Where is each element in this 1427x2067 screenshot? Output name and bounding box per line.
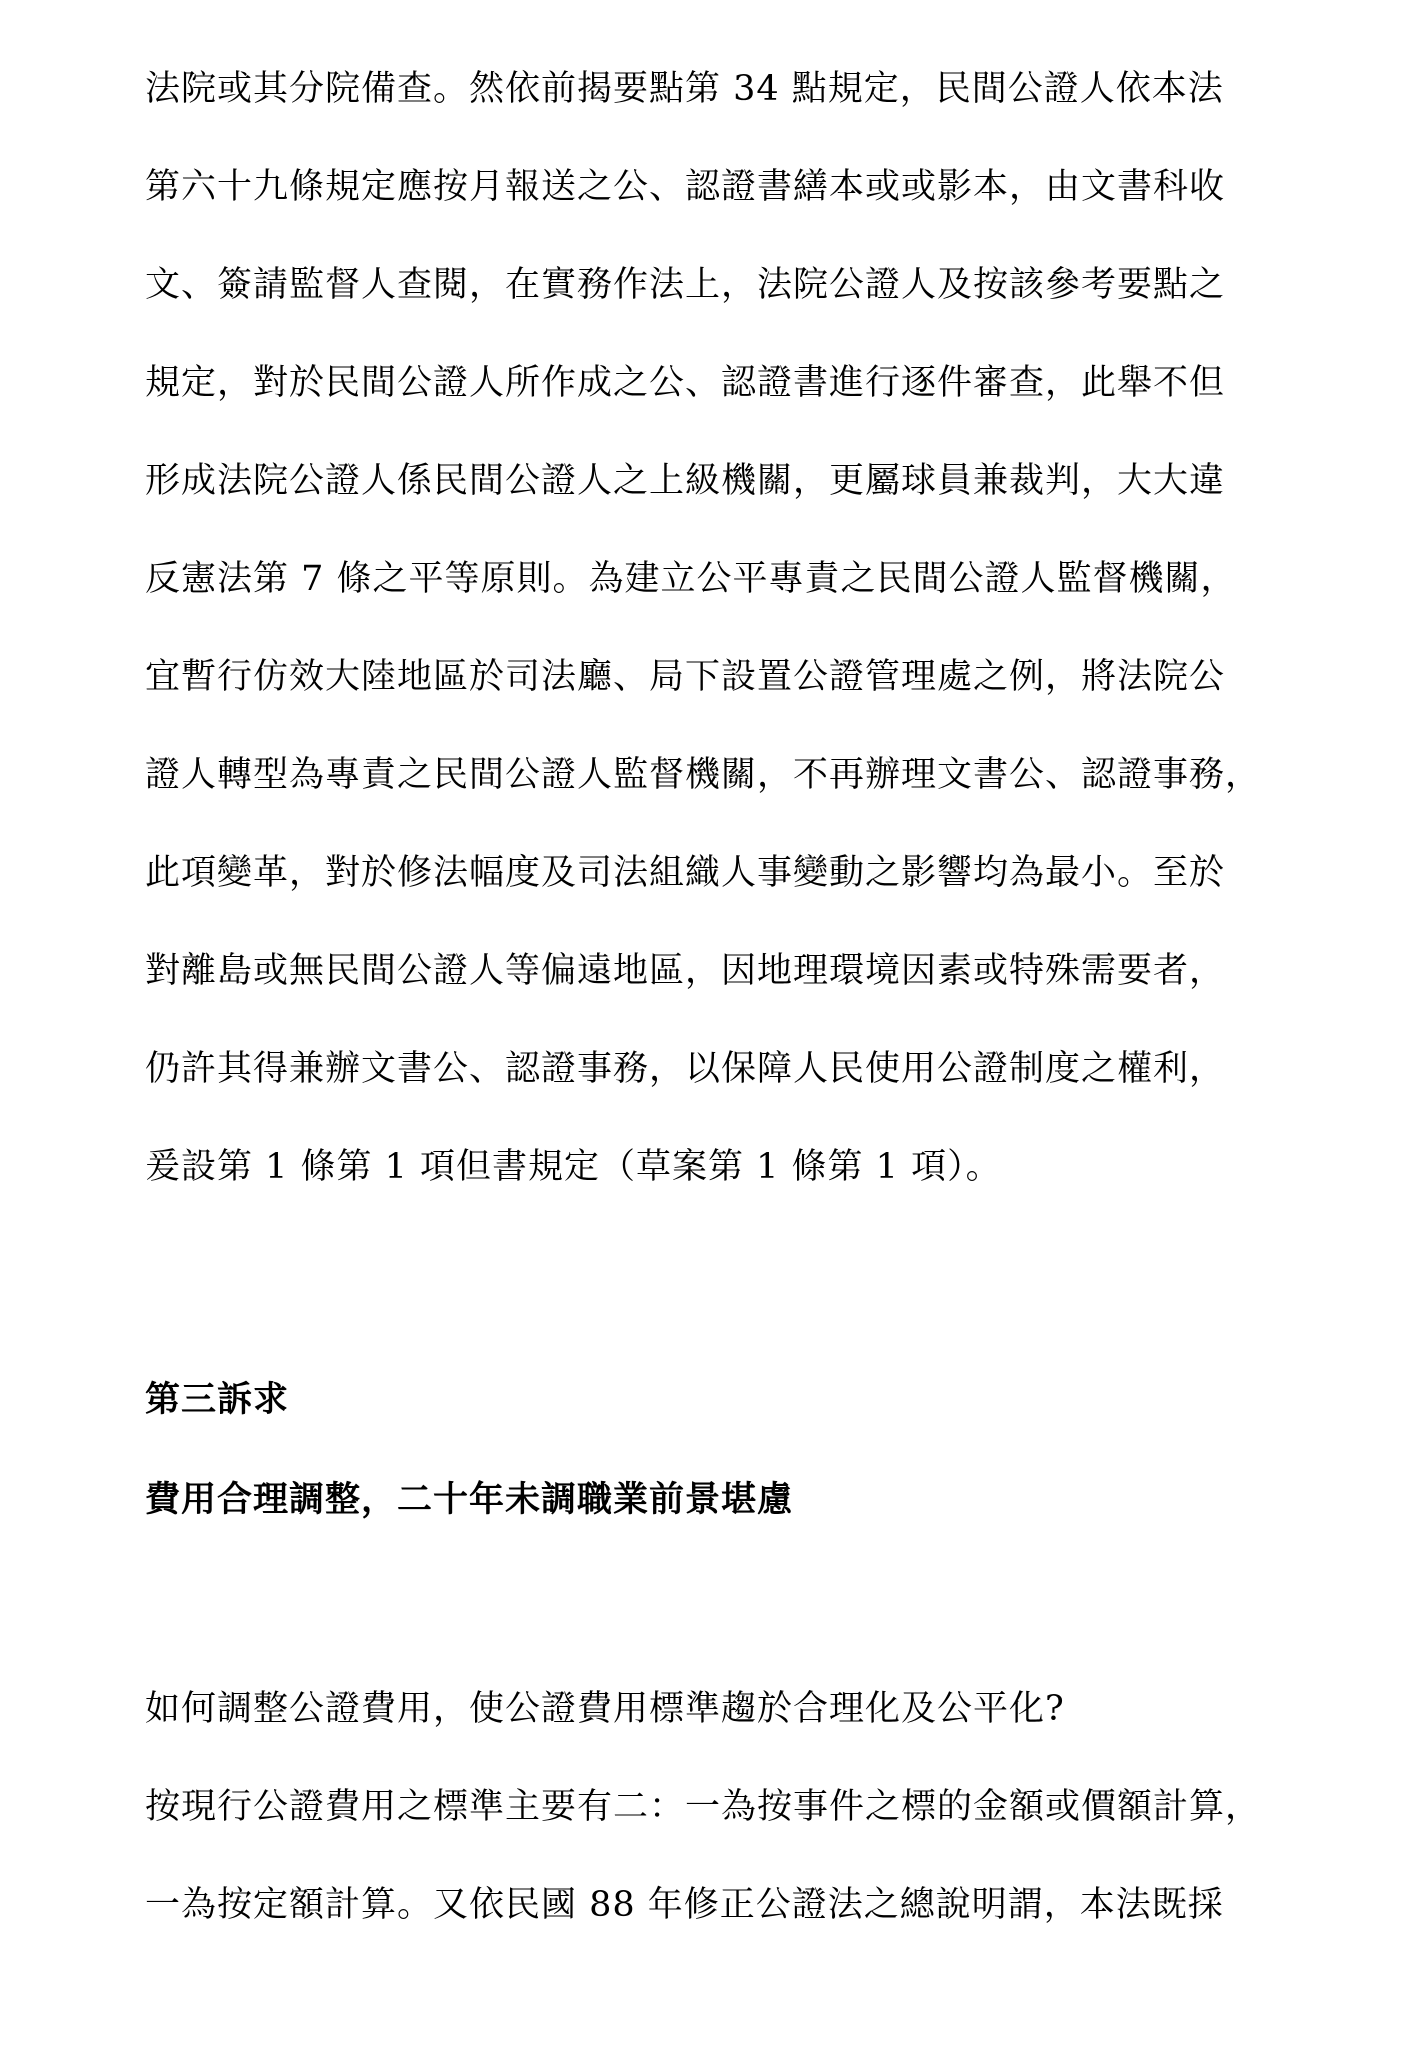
text-line: 第六十九條規定應按月報送之公、認證書繕本或或影本，由文書科收 (145, 167, 1226, 207)
text-line: 形成法院公證人係民間公證人之上級機關，更屬球員兼裁判，大大違 (145, 461, 1226, 501)
text-line: 規定，對於民間公證人所作成之公、認證書進行逐件審查，此舉不但 (145, 363, 1226, 403)
text-line: 此項變革，對於修法幅度及司法組織人事變動之影響均為最小。至於 (145, 853, 1226, 893)
body-paragraph (145, 1660, 1295, 1954)
text-line: 爰設第 1 條第 1 項但書規定（草案第 1 條第 1 項）。 (145, 1147, 1002, 1187)
text-line: 一為按定額計算。又依民國 88 年修正公證法之總說明謂，本法既採 (145, 1885, 1224, 1925)
text-line: 法院或其分院備查。然依前揭要點第 34 點規定，民間公證人依本法 (145, 69, 1224, 109)
text-line: 文、簽請監督人查閱，在實務作法上，法院公證人及按該參考要點之 (145, 265, 1226, 305)
text-line: 仍許其得兼辦文書公、認證事務，以保障人民使用公證制度之權利， (145, 1049, 1226, 1089)
text-line: 對離島或無民間公證人等偏遠地區，因地理環境因素或特殊需要者， (145, 951, 1226, 991)
text-line: 如何調整公證費用，使公證費用標準趨於合理化及公平化? (145, 1689, 1065, 1729)
section-subheading: 費用合理調整，二十年未調職業前景堪慮 (145, 1480, 794, 1520)
text-line: 反憲法第 7 條之平等原則。為建立公平專責之民間公證人監督機關， (145, 559, 1237, 599)
text-line: 按現行公證費用之標準主要有二：一為按事件之標的金額或價額計算， (145, 1787, 1262, 1827)
text-line: 證人轉型為專責之民間公證人監督機關，不再辦理文書公、認證事務， (145, 755, 1262, 795)
text-line: 宜暫行仿效大陸地區於司法廳、局下設置公證管理處之例，將法院公 (145, 657, 1226, 697)
body-paragraph (145, 40, 1295, 1216)
section-heading: 第三訴求 (145, 1380, 290, 1420)
